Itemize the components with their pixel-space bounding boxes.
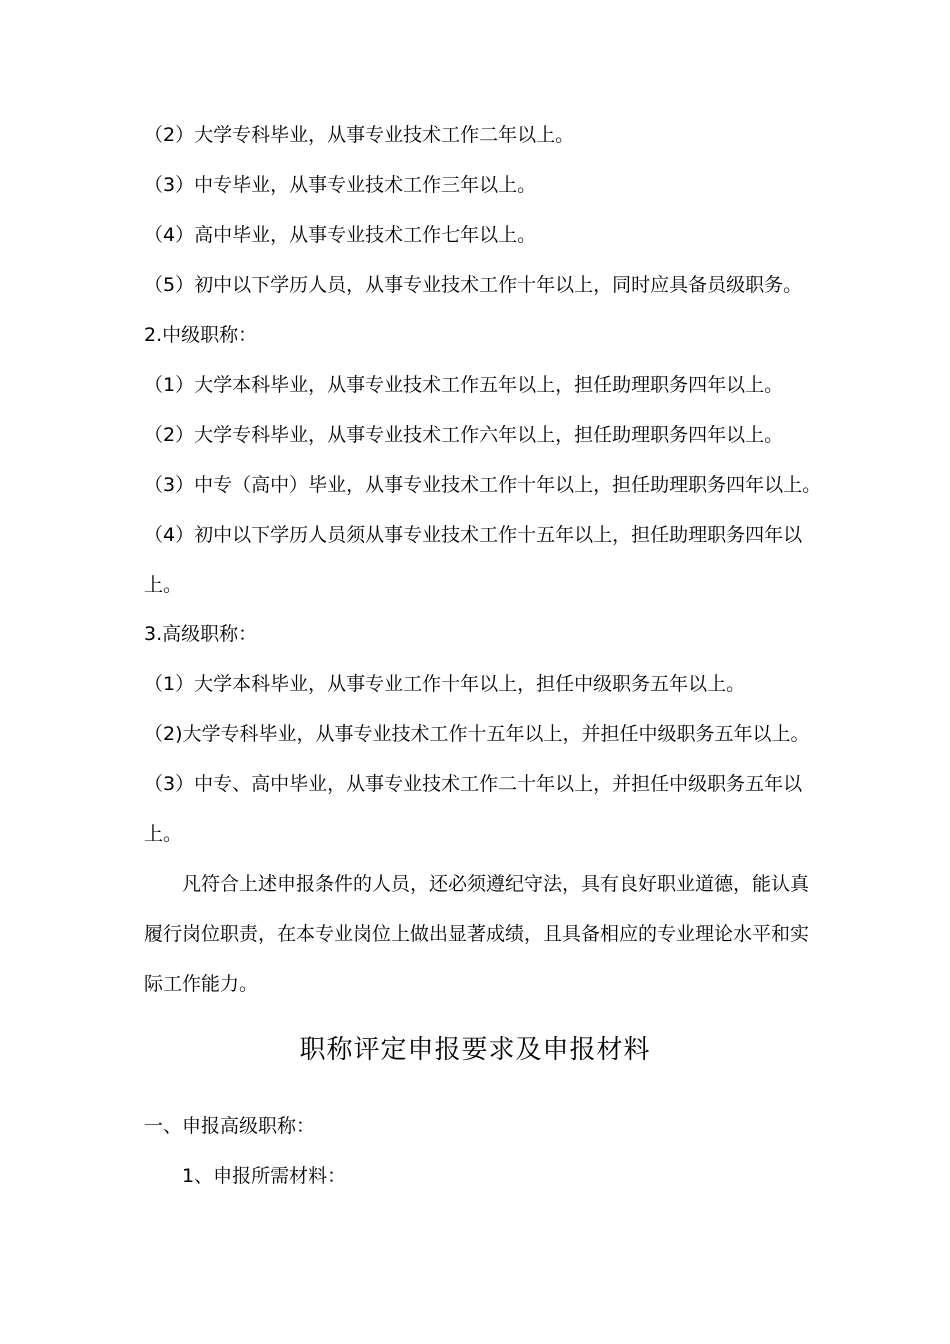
paragraph-line: 凡符合上述申报条件的人员，还必须遵纪守法，具有良好职业道德，能认真	[182, 873, 810, 895]
condition-line: （3）中专、高中毕业，从事专业技术工作二十年以上，并担任中级职务五年以	[144, 773, 803, 795]
condition-line: （3）中专（高中）毕业，从事专业技术工作十年以上，担任助理职务四年以上。	[144, 474, 822, 496]
condition-line: （3）中专毕业，从事专业技术工作三年以上。	[144, 174, 537, 196]
condition-line: （1）大学本科毕业，从事专业工作十年以上，担任中级职务五年以上。	[144, 673, 746, 695]
subheading-intermediate: 2.中级职称：	[144, 324, 258, 346]
condition-line: （1）大学本科毕业，从事专业技术工作五年以上，担任助理职务四年以上。	[144, 374, 784, 396]
condition-line: （4）初中以下学历人员须从事专业技术工作十五年以上，担任助理职务四年以	[144, 524, 803, 546]
section-item: 一、申报高级职称：	[144, 1115, 316, 1137]
condition-line: （2)大学专科毕业，从事专业技术工作十五年以上，并担任中级职务五年以上。	[144, 723, 810, 745]
section-title: 职称评定申报要求及申报材料	[299, 1035, 651, 1065]
paragraph-line: 履行岗位职责，在本专业岗位上做出显著成绩，且具备相应的专业理论水平和实	[144, 923, 810, 945]
condition-line: （2）大学专科毕业，从事专业技术工作六年以上，担任助理职务四年以上。	[144, 424, 784, 446]
condition-line: （2）大学专科毕业，从事专业技术工作二年以上。	[144, 124, 575, 146]
condition-line-continuation: 上。	[144, 823, 183, 845]
section-subitem: 1、申报所需材料：	[182, 1165, 347, 1187]
condition-line: （4）高中毕业，从事专业技术工作七年以上。	[144, 224, 537, 246]
condition-line-continuation: 上。	[144, 574, 183, 596]
condition-line: （5）初中以下学历人员，从事专业技术工作十年以上，同时应具备员级职务。	[144, 274, 803, 296]
subheading-senior: 3.高级职称：	[144, 623, 258, 645]
paragraph-line: 际工作能力。	[144, 973, 259, 995]
